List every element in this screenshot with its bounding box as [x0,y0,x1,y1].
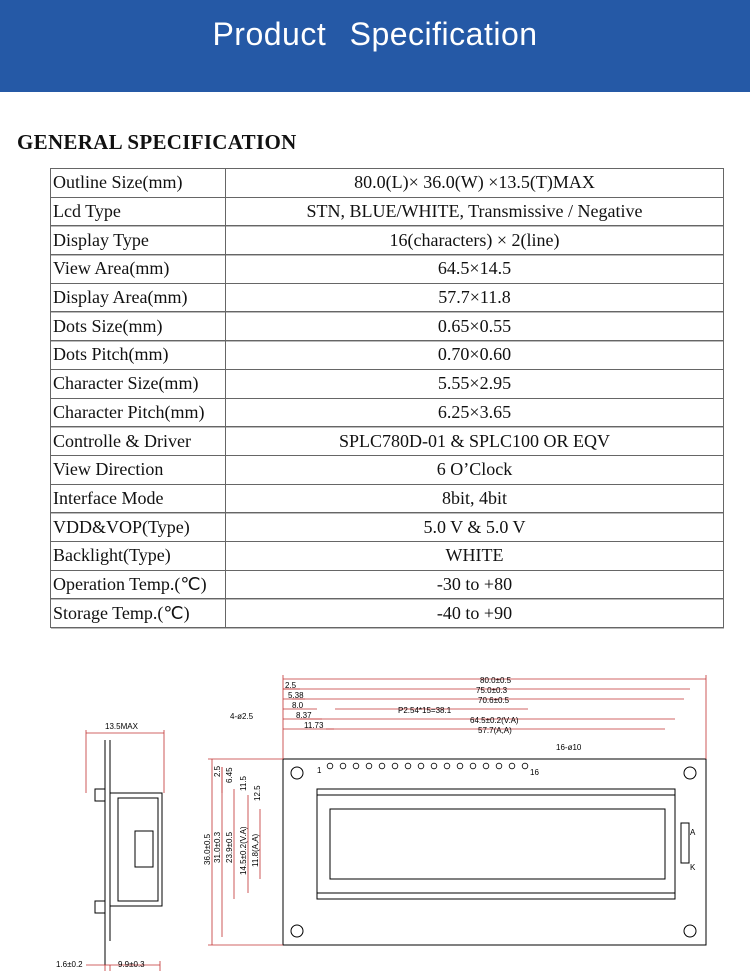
spec-label: Dots Pitch(mm) [51,341,226,370]
spec-value: 64.5×14.5 [226,255,724,284]
spec-value: SPLC780D-01 & SPLC100 OR EQV [226,427,724,456]
spec-row [51,398,724,427]
spec-row [51,427,724,456]
spec-row [51,541,724,570]
side-bottom-left-dim: 1.6±0.2 [56,960,83,969]
spec-row [51,255,724,284]
left-dim-0: 36.0±0.5 [203,833,212,865]
spec-value: -30 to +80 [226,570,724,599]
pin-hole [405,763,411,769]
left-top-dim-2: 8.0 [292,701,304,710]
left-dim-3: 14.5±0.2(V.A) [239,826,248,875]
spec-label: Outline Size(mm) [51,169,226,198]
spec-label: View Direction [51,455,226,484]
side-bottom-right-dim: 9.9±0.3 [118,960,145,969]
small-dim-3: 12.5 [253,785,262,801]
spec-label: Controlle & Driver [51,427,226,456]
spec-value: 57.7×11.8 [226,283,724,312]
spec-label: View Area(mm) [51,255,226,284]
top-dim-2: 70.6±0.5 [478,696,510,705]
pin-hole [418,763,424,769]
top-dim-4: 57.7(A,A) [478,726,512,735]
left-dim-1: 31.0±0.3 [213,831,222,863]
spec-label: VDD&VOP(Type) [51,513,226,542]
spec-row [51,455,724,484]
hole-label: 4-ø2.5 [230,712,254,721]
spec-value: 5.0 V & 5.0 V [226,513,724,542]
spec-value: 0.70×0.60 [226,341,724,370]
spec-label: Dots Size(mm) [51,312,226,341]
backlight-label-k: K [690,863,696,872]
spec-value: -40 to +90 [226,599,724,628]
pin-hole [444,763,450,769]
spec-row [51,283,724,312]
spec-label: Character Pitch(mm) [51,398,226,427]
spec-value: 0.65×0.55 [226,312,724,341]
spec-row [51,369,724,398]
pin-hole [327,763,333,769]
small-dim-0: 2.5 [213,765,222,777]
banner-title: Product Specification [212,16,538,52]
left-top-dim-4: 11.73 [304,721,324,730]
pitch-label: P2.54*15=38.1 [398,706,452,715]
pin-first-label: 1 [317,766,322,775]
header-banner [0,0,750,92]
spec-value: STN, BLUE/WHITE, Transmissive / Negative [226,197,724,226]
spec-label: Character Size(mm) [51,369,226,398]
backlight-label-a: A [690,828,696,837]
spec-row [51,599,724,628]
section-title: GENERAL SPECIFICATION [17,130,297,154]
top-dim-1: 75.0±0.3 [476,686,508,695]
spec-label: Storage Temp.(℃) [51,599,226,628]
pin-last-label: 16 [530,768,539,777]
pin-hole [522,763,528,769]
left-dim-2: 23.9±0.5 [225,831,234,863]
dimension-drawing [0,665,750,978]
pin-hole [483,763,489,769]
pin-hole [470,763,476,769]
spec-row [51,197,724,226]
spec-label: Operation Temp.(℃) [51,570,226,599]
top-dim-0: 80.0±0.5 [480,676,512,685]
left-dim-4: 11.8(A,A) [251,833,260,867]
top-dim-3: 64.5±0.2(V.A) [470,716,519,725]
spec-label: Backlight(Type) [51,541,226,570]
pin-hole [496,763,502,769]
spec-row [51,484,724,513]
spec-value: 6 O’Clock [226,455,724,484]
pin-hole [353,763,359,769]
spec-row [51,570,724,599]
pin-hole [392,763,398,769]
side-top-dim: 13.5MAX [105,722,138,731]
spec-value: WHITE [226,541,724,570]
spec-value: 6.25×3.65 [226,398,724,427]
spec-row [51,169,724,198]
spec-table [50,168,724,628]
spec-label: Display Area(mm) [51,283,226,312]
pin-hole [431,763,437,769]
spec-label: Display Type [51,226,226,255]
pin-hole [340,763,346,769]
spec-label: Interface Mode [51,484,226,513]
spec-value: 80.0(L)× 36.0(W) ×13.5(T)MAX [226,169,724,198]
left-top-dim-0: 2.5 [285,681,297,690]
spec-row [51,341,724,370]
spec-value: 8bit, 4bit [226,484,724,513]
side-view [95,740,162,965]
pin-hole [366,763,372,769]
pin-hole-label: 16-ø10 [556,743,582,752]
left-top-dim-3: 8.37 [296,711,312,720]
spec-row [51,226,724,255]
left-top-dim-1: 5.38 [288,691,304,700]
pin-hole [457,763,463,769]
pin-hole [509,763,515,769]
front-view [283,759,706,945]
spec-value: 16(characters) × 2(line) [226,226,724,255]
spec-row [51,513,724,542]
spec-label: Lcd Type [51,197,226,226]
pin-hole [379,763,385,769]
small-dim-1: 6.45 [225,767,234,783]
spec-row [51,312,724,341]
spec-value: 5.55×2.95 [226,369,724,398]
small-dim-2: 11.5 [239,776,248,791]
